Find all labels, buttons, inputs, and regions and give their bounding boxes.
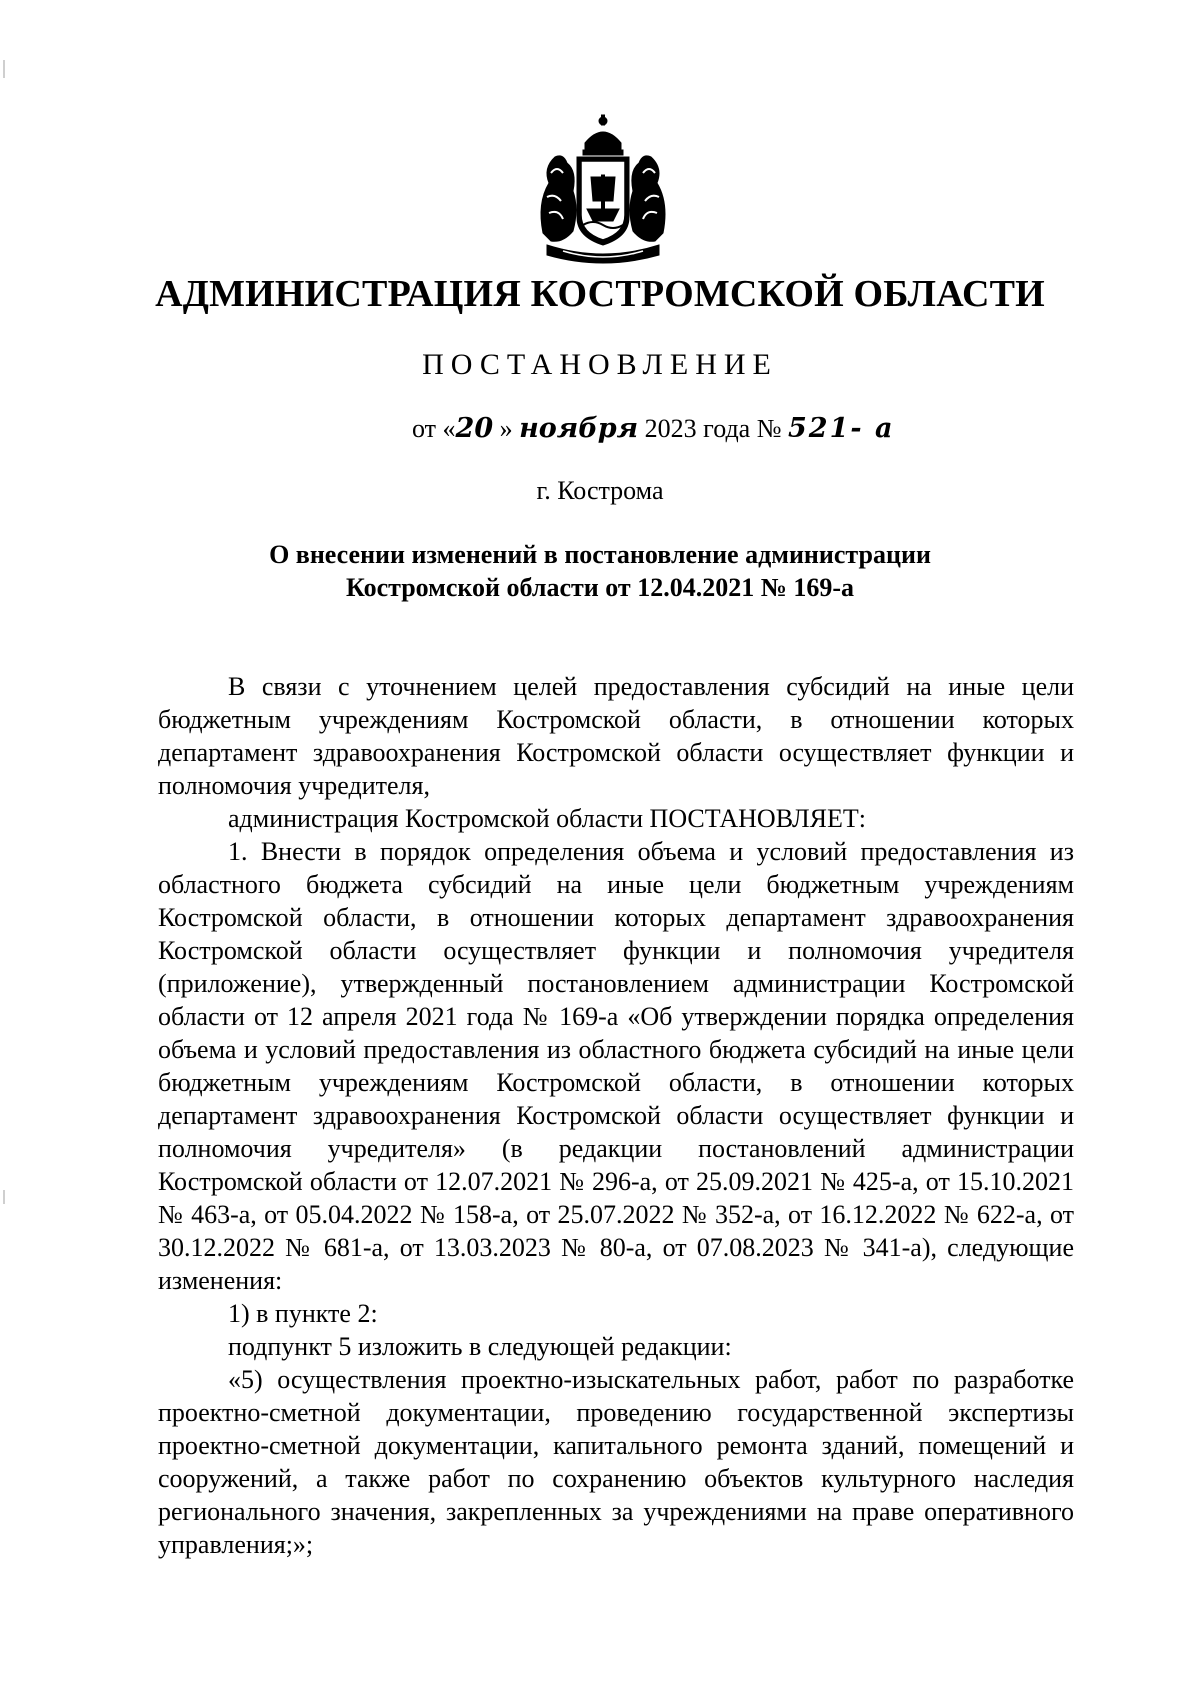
date-prefix: от « — [412, 414, 456, 443]
handwritten-month: ноября — [519, 413, 639, 444]
body-paragraph: 1) в пункте 2: — [228, 1299, 378, 1328]
scan-mark — [3, 60, 5, 78]
date-year-text: 2023 года № — [638, 414, 789, 443]
body-paragraph: «5) осуществления проектно-изыскательных работ, работ по разработке проектно-сметной документации, проведению государственной экспертизы проектно-сметной документации, капитального ремонта зданий, помещений и сооружений, а также работ по сохранению объектов культурного наследия регионального значения, закрепленных за учреждениями на праве оперативного управления;»; — [158, 1365, 1074, 1559]
date-quote-close: » — [493, 414, 513, 443]
date-number-line — [412, 413, 894, 444]
city-line: г. Кострома — [536, 476, 664, 505]
handwritten-day: 20 — [455, 413, 494, 444]
document-title — [0, 538, 1200, 604]
body-paragraph: администрация Костромской области ПОСТАНОВЛЯЕТ: — [228, 804, 867, 833]
coat-of-arms-emblem — [533, 113, 673, 268]
title-line-1: О внесении изменений в постановление администрации — [269, 540, 931, 569]
document-type-heading: ПОСТАНОВЛЕНИЕ — [422, 348, 778, 381]
title-line-2: Костромской области от 12.04.2021 № 169-а — [346, 573, 854, 602]
scan-mark — [3, 1190, 5, 1204]
body-paragraph: 1. Внести в порядок определения объема и условий предоставления из областного бюджета субсидий на иные цели бюджетным учреждениям Костромской области, в отношении которых департамент здравоохранения Костромской области осуществляет функции и полномочия учредителя (приложение), утвержденный постановлением администрации Костромской области от 12 апреля 2021 года № 169-а «Об утверждении порядка определения объема и условий предоставления из областного бюджета субсидий на иные цели бюджетным учреждениям Костромской области, в отношении которых департамент здравоохранения Костромской области осуществляет функции и полномочия учредителя» (в редакции постановлений администрации Костромской области от 12.07.2021 № 296-а, от 25.09.2021 № 425-а, от 15.10.2021 № 463-а, от 05.04.2022 № 158-а, от 25.07.2022 № 352-а, от 16.12.2022 № 622-а, от 30.12.2022 № 681-а, от 13.03.2023 № 80-а, от 07.08.2023 № 341-а), следующие изменения: — [158, 837, 1074, 1295]
document-body — [158, 670, 1074, 1561]
handwritten-number: 521- а — [788, 413, 895, 444]
organization-heading: АДМИНИСТРАЦИЯ КОСТРОМСКОЙ ОБЛАСТИ — [155, 273, 1045, 315]
body-paragraph: В связи с уточнением целей предоставления субсидий на иные цели бюджетным учреждениям Костромской области, в отношении которых департамент здравоохранения Костромской области осуществляет функции и полномочия учредителя, — [158, 672, 1074, 800]
body-paragraph: подпункт 5 изложить в следующей редакции: — [228, 1332, 732, 1361]
